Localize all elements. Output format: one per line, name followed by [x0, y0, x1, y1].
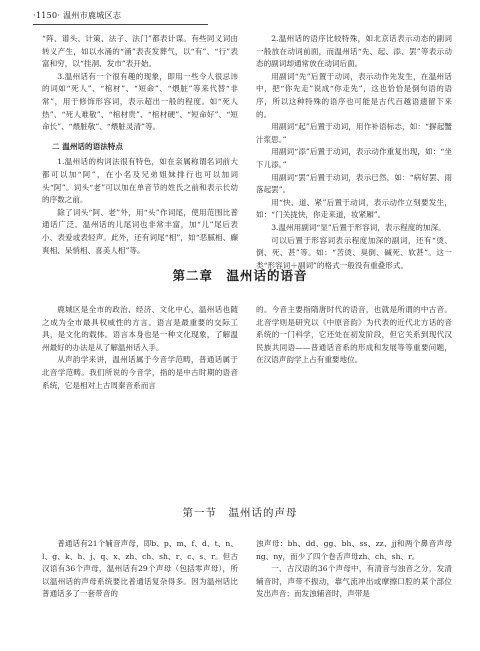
paragraph: 的。今音主要指隋唐时代的语音，也就是所谓的中古音。北音学则是研究以《中原音韵》为代表的近代北方话的音系统的一门科学，它还处在初发阶段，但它关系到现代汉民族共同语——普通话音系的形成和发展等等重要问题，在汉语声韵学上占有重要地位。	[256, 305, 452, 365]
paragraph: 用副词“添”后置于动词，表示动作重复出现，如：“坐下儿添。”	[256, 147, 452, 169]
paragraph: 3.温州话有一个很有趣的现象，即用一些令人很忌讳的词如“死人”、“棺材”、“短命”、“煨脏”等来代替“非常”，用于修饰形容词，表示超出一般的程度。如“死人热”、“死人难敬”、“棺材贵”、“棺材硬”、“短命好”、“短命长”、“煨脏敬”、“煨脏灵清”等。	[42, 71, 238, 132]
upper-left-column	[42, 33, 238, 257]
paragraph: 用副词“罢”后置于动词，表示已然，如：“病好罢、雨落起罢”。	[256, 172, 452, 195]
paragraph: 可以后置于形容词表示程度加深的副词，还有“烫、倒、死、甚”等。如：“苦烫、臭倒、碱死、软甚”。这一类“形容词＋副词”的格式一般没有重叠形式。	[256, 235, 452, 270]
upper-right-column	[256, 33, 452, 272]
paragraph: 3.温州用副词“显”后置于形容词，表示程度的加深。	[271, 222, 446, 232]
running-header: ·1150· 温州市鹿城区志	[33, 10, 208, 25]
paragraph: 用副词“起”后置于动词，用作补语标志，如：“摒起蟹汁浆思。”	[256, 122, 452, 144]
lower-right-column	[256, 538, 452, 601]
paragraph: 从声韵学来讲，温州话属于今音学范畴，普通话属于北音学范畴。我们所说的今音学，指的是中古时期的语音系统，它是相对上古周秦音系而言	[42, 355, 238, 390]
section-heading: 二 温州话的语法特点	[52, 141, 123, 151]
section-title: 第一节 温州话的声母	[182, 507, 298, 519]
paragraph: 一、古汉语的36个声母中，有清音与浊音之分，发清辅音时，声带不振动，靠气流冲出或摩擦口腔的某个部位发出声音；而发浊辅音时，声带是	[256, 564, 452, 599]
paragraph: 除了词头“阿、老”外，用“头”作词尾，使用范围比普通话广泛。温州话的儿尾词也非常丰富，加“儿”尾后表小、表爱或表轻声。此外，还有词尾“相”，如“恶腻相、癫爽相、呆悄相、喜美人相”等。	[42, 207, 238, 255]
paragraph: 鹿城区是全市的政治、经济、文化中心，温州话也随之成为全市最具权威性的方言。语言是最重要的交际工具，是文化的载体。语言本身也是一种文化现象，了解温州最好的办法是从了解温州话入手。	[42, 305, 238, 352]
paragraph: 普通话有21个辅音声母，即b、p、m、f、d、t、n、l、g、k、h、j、q、x、zh、ch、sh、r、c、s、r。但古汉语有36个声母，温州话有29个声母（包括零声母），所以温州话的声母系统要比普通话复杂得多。因为温州话比普通话多了一套带音的	[42, 539, 238, 599]
paragraph: 用“快、道、紧”后置于动词，表示动作立刻要发生，如：“门关拢快，你走来道，妆紧厢”。	[256, 197, 452, 220]
paragraph: “阵、谱头、计策、法子、法门”都表计谋。有些同义词由转义产生，如以水涌的“涌”表丧发葬气，以“有”、“行”表富和穷，以“挂洞、发市”表开始。	[42, 34, 238, 69]
paragraph: 2.温州话的语序比较特殊，如北京话表示动态的副词一般放在动词前面，而温州话“先、起、添、罢”等表示动态的副词却通常放在动词后面。	[256, 34, 452, 69]
paragraph: 1.温州话的构词法很有特色，如在亲属称谓名词前大都可以加“阿”，在小名及兄弟姐妹排行也可以加词头“阿”。词头“老”可以加在单音节的姓氏之前和表示长幼的序数之前。	[42, 157, 238, 205]
middle-left-column	[42, 304, 238, 392]
paragraph: 浊声母：bh、dd、gg、bh、ss、zz、jj和两个鼻音声母ng、ny，而少了四个卷舌声母zh、ch、sh、r。	[256, 539, 452, 561]
paragraph: 用副词“先”后置于动词，表示动作先发生，在温州话中，把“你先走”说成“你走先”，这也恰恰是倒句语的语序，所以这种特殊的语序也可能是古代百越语遗留下来的。	[256, 71, 452, 119]
lower-left-column	[42, 538, 238, 601]
chapter-title: 第二章 温州话的语音	[172, 268, 308, 283]
middle-right-column	[256, 304, 452, 367]
